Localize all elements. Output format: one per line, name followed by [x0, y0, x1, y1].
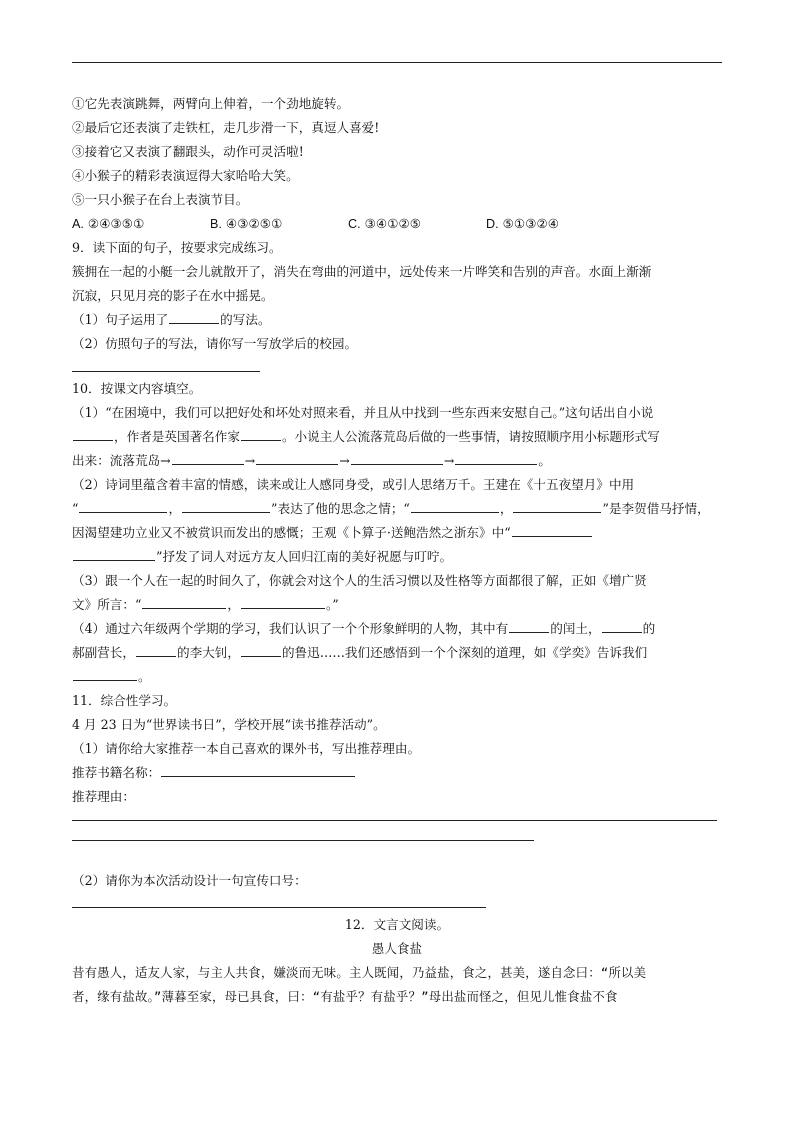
q10-p4-line-1: （4）通过六年级两个学期的学习，我们认识了一个个形象鲜明的人物，其中有 的闰土， 的 [72, 621, 656, 636]
q9-passage-line-1: 簇拥在一起的小艇一会儿就散开了，消失在弯曲的河道中，远处传来一片哗笑和告别的声音。水面上渐渐 [72, 264, 652, 279]
q8-sentence-5: ⑤一只小猴子在台上表演节目。 [72, 192, 249, 207]
q11-sub1: （1）请你给大家推荐一本自己喜欢的课外书，写出推荐理由。 [72, 741, 421, 756]
q10-title-blank-2[interactable] [256, 452, 338, 465]
q8-option-c[interactable]: C. ③④①②⑤ [348, 216, 422, 231]
q11-book-name-line[interactable] [161, 764, 355, 777]
q9-sub2: （2）仿照句子的写法，请你写一写放学后的校园。 [72, 336, 358, 351]
q10-proverb-blank-1[interactable] [142, 596, 226, 609]
q11-book-name: 推荐书籍名称： [72, 764, 356, 782]
q11-reason-line-1[interactable] [72, 820, 717, 821]
q10-poem-blank-3[interactable] [411, 500, 499, 513]
q10-p1-line-3: 出来：流落荒岛→ → → → 。 [72, 453, 551, 468]
q10-p3-line-1: （3）跟一个人在一起的时间久了，你就会对这个人的生活习惯以及性格等方面都很了解，正如《增广贤 [72, 573, 647, 588]
q8-option-b[interactable]: B. ④③②⑤① [210, 216, 283, 231]
q10-p4-line-3: 。 [72, 668, 151, 686]
q8-option-d[interactable]: D. ⑤①③②④ [486, 216, 560, 231]
q9-sub1: （1）句子运用了 的写法。 [72, 312, 271, 327]
q12-passage-title: 愚人食盐 [371, 941, 423, 956]
q8-sentence-4: ④小猴子的精彩表演逗得大家哈哈大笑。 [72, 168, 299, 183]
q10-p1-line-2: ，作者是英国著名作家 。小说主人公流落荒岛后做的一些事情，请按照顺序用小标题形式写 [72, 428, 660, 446]
q10-title: 10．按课文内容填空。 [72, 381, 202, 396]
q11-sub2: （2）请你为本次活动设计一句宣传口号： [72, 873, 307, 888]
q8-option-a[interactable]: A. ②④③⑤① [72, 216, 145, 231]
q10-p2-line-3: 因渴望建功立业又不被赏识而发出的感慨；王观《卜算子·送鲍浩然之浙东》中“ [72, 524, 593, 542]
header-rule [72, 62, 722, 63]
q11-reason-line-2[interactable] [72, 840, 534, 841]
q10-title-blank-3[interactable] [351, 452, 443, 465]
q10-p1-line-1: （1）“在困境中，我们可以把好处和坏处对照来看，并且从中找到一些东西来安慰自己。”这句话出自小说 [72, 405, 654, 420]
q11-intro: 4 月 23 日为“世界读书日”，学校开展“读书推荐活动”。 [72, 717, 386, 732]
q10-author-blank[interactable] [241, 428, 281, 441]
q10-title-blank-1[interactable] [172, 452, 244, 465]
q10-p2-line-2: “ ， ”表达了他的思念之情；“ ， ”是李贺借马抒情， [72, 501, 710, 516]
q12-passage-line-1: 昔有愚人，适友人家，与主人共食，嫌淡而无味。主人既闻，乃益盐，食之，甚美，遂自念曰：“所以美 [72, 965, 647, 980]
q9-answer-line[interactable] [72, 371, 260, 372]
q10-char-blank-1[interactable] [509, 620, 549, 633]
q10-p2-line-1: （2）诗词里蕴含着丰富的情感，读来或让人感同身受，或引人思绪万千。王建在《十五夜望月》中用 [72, 477, 635, 492]
q9-title: 9．读下面的句子，按要求完成练习。 [72, 240, 282, 255]
q10-p3-line-2: 文》所言：“ ， 。” [72, 597, 339, 612]
q9-sub1-blank[interactable] [169, 311, 219, 324]
q11-slogan-line[interactable] [72, 907, 486, 908]
q10-lesson-blank[interactable] [73, 668, 137, 681]
q10-char-blank-2[interactable] [602, 620, 642, 633]
q10-novel-blank[interactable] [73, 428, 113, 441]
q10-char-blank-4[interactable] [241, 644, 281, 657]
q10-poem-blank-1[interactable] [79, 500, 167, 513]
q8-sentence-1: ①它先表演跳舞，两臂向上伸着，一个劲地旋转。 [72, 96, 350, 111]
q10-poem-blank-2[interactable] [182, 500, 270, 513]
q11-title: 11．综合性学习。 [72, 693, 177, 708]
q12-passage-line-2: 者，缘有盐故。”薄暮至家，母已具食，曰：“有盐乎？有盐乎？”母出盐而怪之，但见儿惟食盐不食 [72, 989, 618, 1004]
q9-passage-line-2: 沉寂，只见月亮的影子在水中摇晃。 [72, 288, 274, 303]
q10-poem-blank-5[interactable] [512, 524, 592, 537]
q10-poem-blank-4[interactable] [513, 500, 601, 513]
q12-title: 12．文言文阅读。 [344, 917, 450, 932]
q10-p2-line-4: ”抒发了词人对远方友人回归江南的美好祝愿与叮咛。 [72, 548, 452, 566]
q10-poem-blank-6[interactable] [73, 548, 155, 561]
q10-title-blank-4[interactable] [455, 452, 537, 465]
q8-sentence-2: ②最后它还表演了走铁杠，走几步滑一下，真逗人喜爱! [72, 120, 380, 135]
q8-sentence-3: ③接着它又表演了翻跟头，动作可灵活啦! [72, 144, 304, 159]
q10-char-blank-3[interactable] [136, 644, 176, 657]
q10-proverb-blank-2[interactable] [241, 596, 325, 609]
q10-p4-line-2: 郝副营长， 的李大钊， 的鲁迅……我们还感悟到一个个深刻的道理，如《学奕》告诉我们 [72, 645, 648, 660]
q11-reason-label: 推荐理由： [72, 789, 135, 804]
